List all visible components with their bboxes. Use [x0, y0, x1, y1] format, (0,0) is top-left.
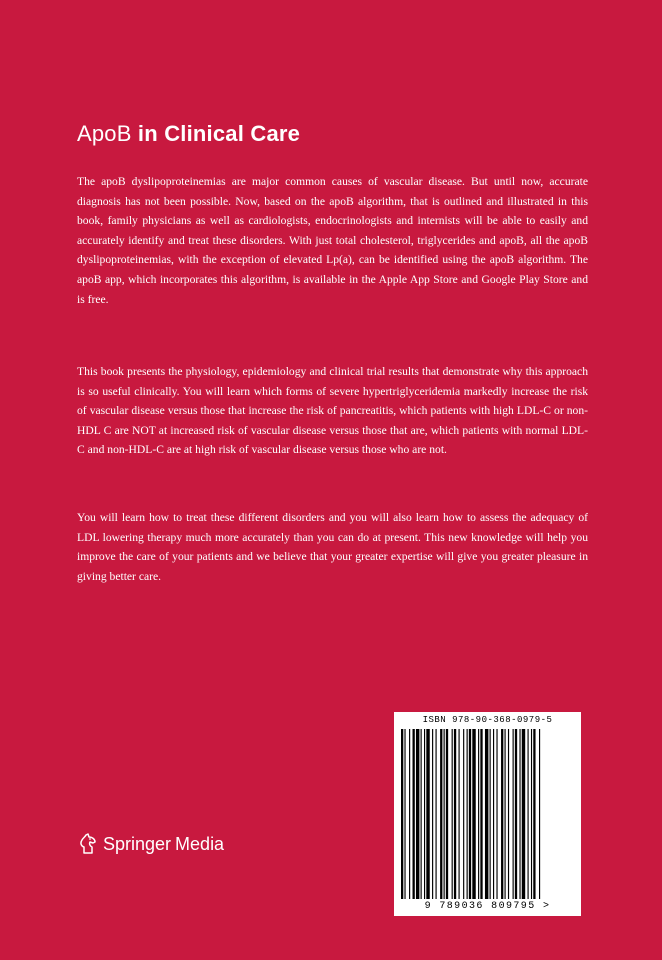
title-part-rest: in Clinical Care — [131, 121, 301, 146]
barcode-panel — [394, 712, 581, 916]
barcode-digits: 9 789036 809795 > — [424, 901, 551, 912]
title-part-apob: ApoB — [77, 121, 132, 146]
publisher-name: Springer — [103, 833, 172, 854]
blurb-paragraph-3: You will learn how to treat these different disorders and you will also learn how to assess the adequacy of LDL lowering therapy much more accurately than you can do at present. This new knowledge will help you improve the care of your patients and we believe that your greater expertise will give you greater pleasure in giving better care. — [77, 511, 588, 583]
blurb-paragraph-2: This book presents the physiology, epidemiology and clinical trial results that demonstrate why this approach is so useful clinically. You will learn which forms of severe hypertriglyceridemia markedly increase the risk of vascular disease versus those that increase the risk of pancreatitis, which patients with high LDL-C or non-HDL C are NOT at increased risk of vascular disease versus those that are, which patients with normal LDL-C and non-HDL-C are at high risk of vascular disease versus those who are not. — [77, 365, 588, 457]
springer-horse-icon — [78, 833, 98, 855]
barcode-image — [401, 729, 574, 899]
blurb-paragraph-1: The apoB dyslipoproteinemias are major common causes of vascular disease. But until now, accurate diagnosis has not been possible. Now, based on the apoB algorithm, that is outlined and illustrated in this book, family physicians as well as cardiologists, endocrinologists and internists will be able to easily and accurately identify and treat these disorders. With just total cholesterol, triglycerides and apoB, all the apoB dyslipoproteinemias, with the exception of elevated Lp(a), can be identified using the apoB algorithm. The apoB app, which incorporates this algorithm, is available in the Apple App Store and Google Play Store and is free. — [77, 175, 588, 306]
publisher-suffix: Media — [175, 833, 225, 854]
publisher-logo — [78, 833, 224, 855]
isbn-label: ISBN 978-90-368-0979-5 — [422, 715, 553, 725]
book-title — [77, 121, 300, 147]
